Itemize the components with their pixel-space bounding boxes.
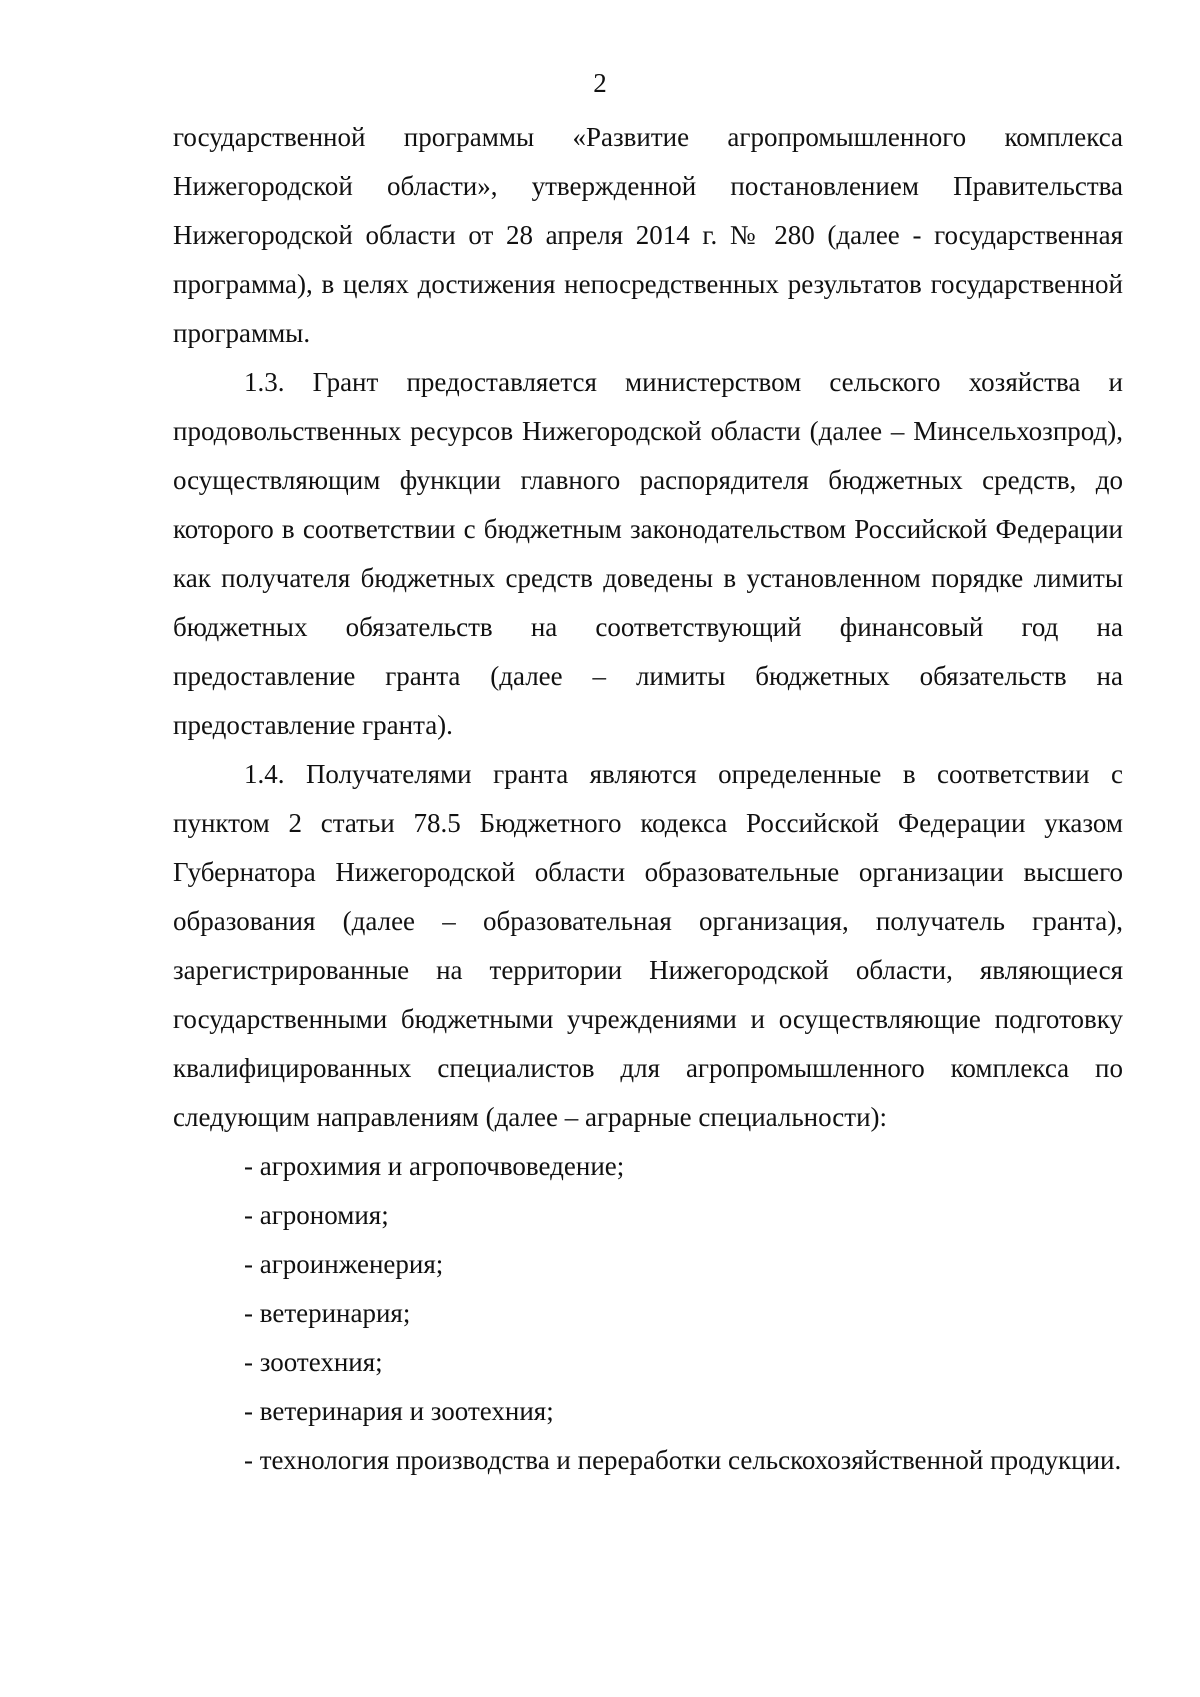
list-item: - технология производства и переработки сельскохозяйственной продукции.: [244, 1445, 1122, 1475]
document-body: [173, 113, 1123, 1485]
list-item: - ветеринария и зоотехния;: [244, 1396, 554, 1426]
paragraph-program-continuation: государственной программы «Развитие агропромышленного комплекса Нижегородской области», утвержденной постановлением Правительства Нижегородской области от 28 апреля 2014 г. № 280 (далее - государственная программа), в целях достижения непосредственных результатов государственной программы.: [173, 122, 1123, 348]
list-item: - агрономия;: [244, 1200, 389, 1230]
specialties-list: [173, 1142, 1123, 1485]
list-item: - агрохимия и агропочвоведение;: [244, 1151, 625, 1181]
list-item: - агроинженерия;: [244, 1249, 444, 1279]
paragraph-1-3-grant-provider: 1.3. Грант предоставляется министерством сельского хозяйства и продовольственных ресурсов Нижегородской области (далее – Минсельхозпрод), осуществляющим функции главного распорядителя бюджетных средств, до которого в соответствии с бюджетным законодательством Российской Федерации как получателя бюджетных средств доведены в установленном порядке лимиты бюджетных обязательств на соответствующий финансовый год на предоставление гранта (далее – лимиты бюджетных обязательств на предоставление гранта).: [173, 367, 1123, 740]
page-number: 2: [593, 68, 607, 98]
list-item: - зоотехния;: [244, 1347, 383, 1377]
paragraph-1-4-grant-recipients: 1.4. Получателями гранта являются определенные в соответствии с пунктом 2 статьи 78.5 Бюджетного кодекса Российской Федерации указом Губернатора Нижегородской области образовательные организации высшего образования (далее – образовательная организация, получатель гранта), зарегистрированные на территории Нижегородской области, являющиеся государственными бюджетными учреждениями и осуществляющие подготовку квалифицированных специалистов для агропромышленного комплекса по следующим направлениям (далее – аграрные специальности):: [173, 759, 1123, 1132]
list-item: - ветеринария;: [244, 1298, 411, 1328]
